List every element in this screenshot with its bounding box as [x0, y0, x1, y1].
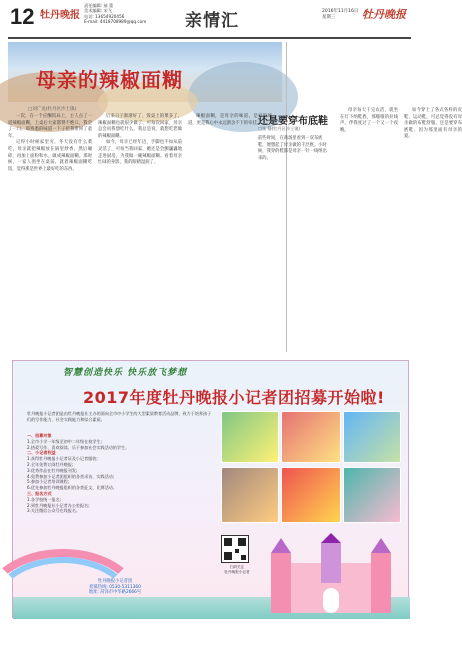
column-divider: [286, 42, 287, 352]
qr-module: [235, 549, 239, 553]
castle-tower: [371, 553, 391, 613]
contact-line: 牡丹晚报小记者团: [97, 579, 133, 584]
issue-date: [322, 9, 358, 21]
article-title: 还是要穿布底鞋: [258, 116, 328, 127]
detail-line: 2.全年免费订阅牡丹晚报;: [27, 461, 74, 467]
castle-door: [323, 588, 339, 613]
editor-line: 电话: 13654920456: [84, 13, 125, 19]
text-column: [340, 108, 398, 141]
page-number: 12: [10, 4, 35, 29]
editor-line: E-mail: 4418708989@qq.com: [84, 19, 147, 25]
paragraph: 辣椒面糊，是母亲的味道，是家的味道，更是我心中永远割舍不下的牵挂。: [188, 114, 272, 126]
event-photo: [343, 411, 401, 463]
contact-line: 招募热线: 0530-5311360: [89, 584, 141, 590]
paragraph: 如今穿上了各式各样的皮鞋、运动鞋，可总觉得没有母亲做的布鞋舒服。还是要穿布底鞋，因为那里面有母亲的爱。: [404, 108, 462, 140]
detail-line: 1.获得牡丹晚报小记者证及小记者服装;: [27, 456, 98, 462]
qr-code[interactable]: [221, 535, 249, 563]
castle-illustration: [261, 533, 401, 613]
ad-intro: 牡丹晚报小记者团是由牡丹晚报社主办的面向全市中小学生的大型素质教育活动品牌，致力于培养孩子们的写作能力、社会实践能力和综合素质。: [27, 411, 212, 422]
detail-line: 5.参加小记者培训课程;: [27, 479, 70, 485]
paragraph: 后来日子渐渐好了，饭桌上的菜多了，辣椒面糊也就很少做了。可每次回家，母亲总会问我想吃什么，我总是说，就想吃您做的辣椒面糊。: [98, 114, 182, 139]
ad-slogan: 智慧创造快乐 快乐放飞梦想: [63, 368, 188, 378]
newspaper-logo: 牡丹晚报: [362, 8, 406, 21]
paragraph: 如今，母亲已经年迈，手脚也不如从前灵活了，可每当我回家，她还是会颤巍巍地走进厨房，为我做一碗辣椒面糊。看着母亲忙碌的身影，我的眼睛湿润了。: [98, 140, 182, 166]
article-title: 母亲的辣椒面糊: [36, 68, 183, 92]
section-heading: 三、报名方式: [27, 490, 52, 496]
detail-line: 3.优秀作品在牡丹晚报刊发;: [27, 467, 78, 473]
castle-roof: [371, 538, 391, 553]
detail-line: 6.优先参加牡丹晚报组织的各类征文、比赛活动。: [27, 485, 117, 491]
section-heading: 一、招募对象: [27, 433, 52, 438]
paragraph: 母亲每天干完农活，就坐在灯下纳鞋底，那嗤嗤的拉线声，伴我度过了一个又一个夜晚。: [340, 108, 398, 133]
detail-line: 2.到牡丹晚报社小记者办公室报名;: [27, 502, 90, 508]
castle-tower: [321, 543, 341, 583]
qr-caption-line: 扫码关注: [229, 565, 245, 569]
castle-roof: [321, 533, 341, 543]
date-line: 2016年11月16日: [322, 9, 359, 14]
article-byline: □张 静(牡丹区沙土镇): [258, 126, 301, 131]
page-header: [0, 0, 419, 38]
article-body: [258, 136, 330, 162]
qr-caption: [217, 565, 257, 574]
recruitment-advertisement: [12, 360, 409, 618]
ad-title: 2017年度牡丹晚报小记者团招募开始啦!: [83, 388, 385, 407]
article-body: [8, 114, 272, 173]
article-byline: □刘广龙(牡丹区沙土镇): [28, 107, 77, 112]
event-photo: [221, 411, 279, 463]
ad-details: [27, 433, 217, 514]
brand-name: 牡丹晚报: [40, 10, 80, 21]
event-photo: [221, 467, 279, 523]
editor-line: 责任编辑: 郝 蕾: [84, 3, 114, 8]
qr-caption-line: 牡丹晚报小记者: [224, 569, 250, 574]
ad-contact: [35, 579, 195, 596]
section-title: 亲情汇: [185, 11, 239, 31]
article-body-columns: [340, 108, 462, 141]
paragraph: 一次，在一个应酬饭局上，主人点了一道辣椒面糊，上桌后大家都赞不绝口，我尝了一口，那熟悉的味道一下子把我带回了童年。: [8, 114, 92, 139]
article-cloth-shoes: [258, 42, 462, 352]
detail-line: 2.热爱写作、喜欢阅读、乐于参加社会实践活动的学生。: [27, 444, 130, 450]
castle-tower: [271, 553, 291, 613]
contact-line: 地址: 菏泽市中华路2666号: [88, 590, 142, 596]
ad-photo-collage: [221, 411, 401, 523]
detail-line: 1.各学校统一报名;: [27, 496, 61, 502]
qr-module: [238, 538, 246, 546]
qr-module: [241, 555, 246, 560]
event-photo: [281, 411, 341, 463]
event-photo: [281, 467, 341, 523]
qr-module: [224, 538, 232, 546]
editor-info: [84, 3, 146, 25]
paragraph: 前些时间，在商场里看到一双布底鞋，便想起了母亲做的千层底。小时候，我穿的鞋都是母亲一针一线纳出来的。: [258, 136, 327, 161]
text-column: [8, 114, 92, 173]
text-column: [404, 108, 462, 141]
text-column: [98, 114, 182, 173]
header-divider: [8, 37, 411, 39]
date-line: 星期三: [322, 15, 336, 20]
event-photo: [343, 467, 401, 523]
paragraph: 记得小时候家里穷，冬天没有什么菜吃，母亲就把辣椒放在锅里炒香，然后碾碎，再加上面粉和水，做成辣椒面糊。那时候，一家人围坐在桌前，就着辣椒面糊吃饭，觉得那是世界上最好吃的东西。: [8, 140, 92, 172]
detail-line: 4.免费参加小记者团组织的各类采访、实践活动;: [27, 473, 115, 479]
qr-module: [224, 552, 232, 560]
detail-line: 1.全市小学一年级至初中二年级在校学生;: [27, 438, 102, 444]
editor-line: 美术编辑: 宋飞: [84, 8, 112, 14]
detail-line: 3.关注微信公众号在线报名。: [27, 508, 81, 514]
castle-roof: [271, 538, 291, 553]
article-mothers-chili-paste: [8, 42, 282, 352]
section-heading: 二、小记者权益: [27, 450, 56, 456]
